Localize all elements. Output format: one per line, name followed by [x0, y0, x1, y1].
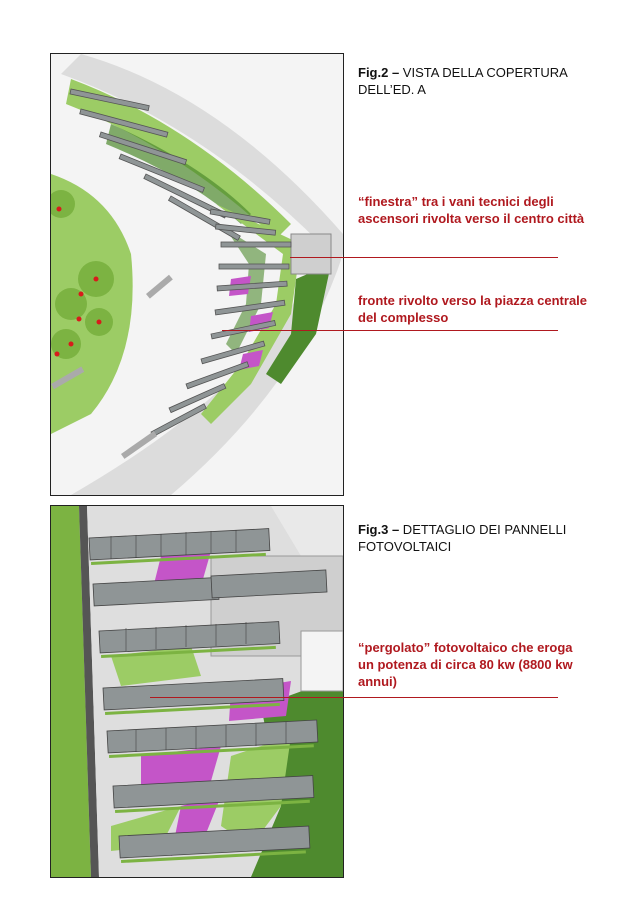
fig2-roof-plan-drawing — [51, 54, 343, 495]
annotation-finestra: “finestra” tra i vani tecnici degli ascensori rivolta verso il centro città — [358, 194, 585, 226]
fig3-caption-label: Fig.3 – — [358, 522, 400, 537]
fig2-roof-plan-image — [50, 53, 344, 496]
annotation-fronte: fronte rivolto verso la piazza centrale del complesso — [358, 293, 588, 325]
fig3-caption-text: DETTAGLIO DEI PANNELLI FOTOVOLTAICI — [358, 522, 567, 554]
fig2-caption-text: VISTA DELLA COPERTURA DELL’ED. A — [358, 65, 568, 97]
leader-line-pergolato — [150, 697, 558, 698]
leader-line-finestra — [290, 257, 558, 258]
fig3-pv-detail-drawing — [51, 506, 343, 877]
fig2-caption — [358, 64, 598, 98]
fig3-caption — [358, 521, 598, 555]
fig3-pv-detail-image — [50, 505, 344, 878]
fig2-caption-label: Fig.2 – — [358, 65, 400, 80]
leader-line-fronte — [222, 330, 558, 331]
annotation-pergolato: “pergolato” fotovoltaico che eroga un potenza di circa 80 kw (8800 kw annui) — [358, 640, 573, 689]
